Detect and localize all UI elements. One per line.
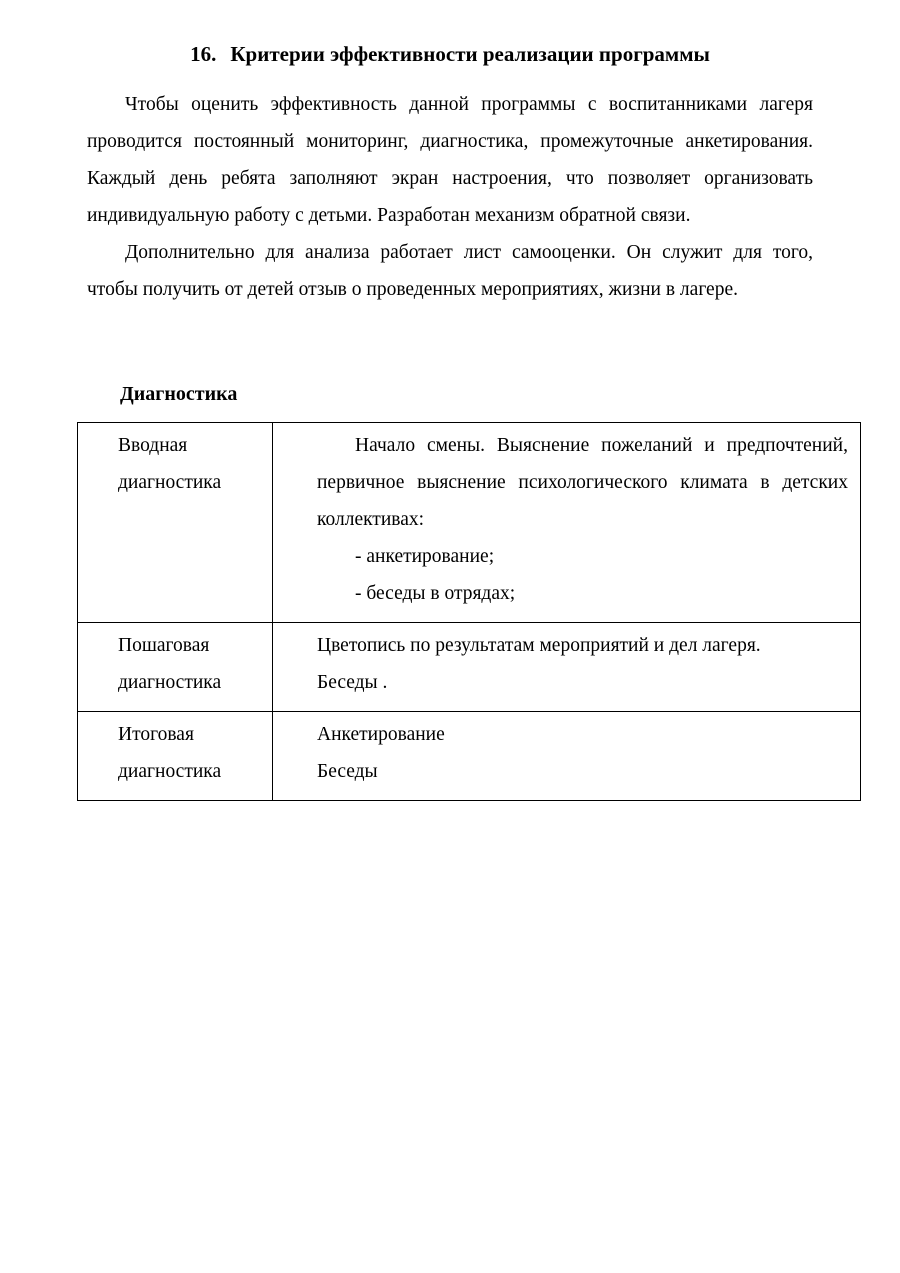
table-cell-description: [273, 623, 861, 712]
table-cell-type: [78, 712, 273, 801]
section-heading-diagnostics: Диагностика: [120, 383, 238, 405]
bullet-item: - беседы в отрядах;: [355, 583, 516, 604]
table-cell-description: [273, 712, 861, 801]
table-row: [78, 712, 861, 801]
paragraph-1: Чтобы оценить эффективность данной программы с воспитанниками лагеря проводится постоянный мониторинг, диагностика, промежуточные анкетирования. Каждый день ребята заполняют экран настроения, что позволяет организовать индивидуальную работу с детьми. Разработан механизм обратной связи.: [87, 94, 813, 226]
paragraph-2: Дополнительно для анализа работает лист самооценки. Он служит для того, чтобы получить от детей отзыв о проведенных мероприятиях, жизни в лагере.: [87, 242, 813, 300]
body-text: [87, 86, 813, 308]
diagnostics-description: [273, 712, 860, 800]
diagnostics-description: [273, 423, 860, 622]
table-cell-type: [78, 623, 273, 712]
heading-text: Критерии эффективности реализации программы: [230, 42, 710, 66]
diagnostics-type-label: Вводная диагностика: [118, 435, 222, 493]
description-line: Анкетирование: [317, 724, 445, 745]
table-cell-description: [273, 423, 861, 623]
table-row: [78, 423, 861, 623]
table-cell-type: [78, 423, 273, 623]
table-row: [78, 623, 861, 712]
description-line: Беседы .: [317, 672, 388, 693]
diagnostics-type-label: Итоговая диагностика: [118, 724, 222, 782]
description-line: Беседы: [317, 761, 378, 782]
diagnostics-type-label: Пошаговая диагностика: [118, 635, 222, 693]
page-title: [87, 40, 813, 68]
heading-number: 16.: [190, 42, 217, 66]
description-text: Начало смены. Выяснение пожеланий и предпочтений, первичное выяснение психологического климата в детских коллективах:: [317, 435, 848, 530]
diagnostics-table: [77, 422, 861, 801]
bullet-item: - анкетирование;: [355, 546, 495, 567]
diagnostics-description: [273, 623, 860, 711]
description-line: Цветопись по результатам мероприятий и дел лагеря.: [317, 635, 761, 656]
